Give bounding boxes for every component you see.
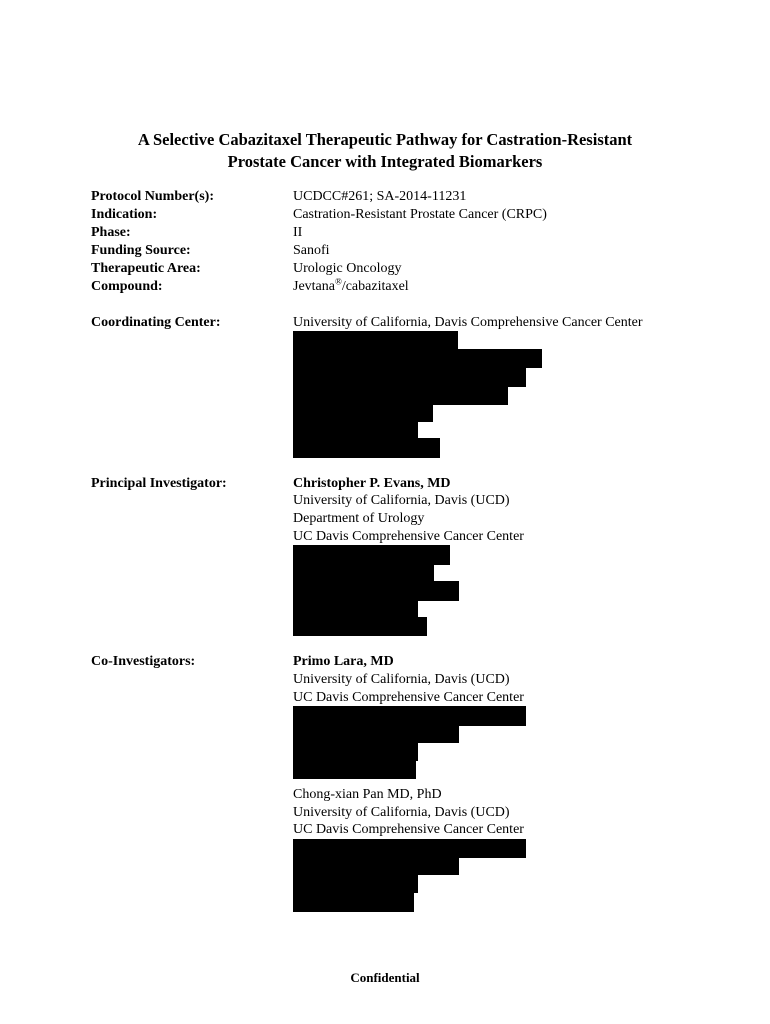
redaction-bar xyxy=(293,601,418,617)
redaction-bar xyxy=(293,706,526,726)
pi-department: Department of Urology xyxy=(293,511,425,526)
coinvestigator-2-affiliation: University of California, Davis (UCD) xyxy=(293,805,510,820)
redaction-bar xyxy=(293,617,427,636)
registered-mark: ® xyxy=(334,276,342,287)
redaction-bar xyxy=(293,368,526,387)
compound-label: Compound: xyxy=(91,279,163,294)
compound-generic: /cabazitaxel xyxy=(341,279,409,294)
redaction-bar xyxy=(293,875,418,893)
redaction-bar xyxy=(293,743,418,761)
redaction-bar xyxy=(293,565,434,581)
redaction-bar xyxy=(293,438,440,458)
redaction-bar xyxy=(293,405,433,422)
therapeutic-area-label: Therapeutic Area: xyxy=(91,261,201,276)
redaction-bar xyxy=(293,331,458,349)
redaction-bar xyxy=(293,422,418,438)
redaction-bar xyxy=(293,761,416,779)
redaction-bar xyxy=(293,726,459,743)
redaction-bar xyxy=(293,349,542,368)
redaction-bar xyxy=(293,387,508,405)
phase-value: II xyxy=(293,225,303,240)
document-title xyxy=(0,129,770,173)
redaction-bar xyxy=(293,839,526,858)
phase-label: Phase: xyxy=(91,225,131,240)
compound-value xyxy=(293,278,409,296)
coordinating-center-value: University of California, Davis Comprehensive Cancer Center xyxy=(293,315,643,330)
coinvestigator-1-name: Primo Lara, MD xyxy=(293,654,394,669)
indication-label: Indication: xyxy=(91,207,158,222)
coinvestigator-2-name: Chong-xian Pan MD, PhD xyxy=(293,787,442,802)
redaction-bar xyxy=(293,581,459,601)
pi-affiliation: University of California, Davis (UCD) xyxy=(293,493,510,508)
funding-value: Sanofi xyxy=(293,243,330,258)
coinvestigator-1-affiliation: University of California, Davis (UCD) xyxy=(293,672,510,687)
protocol-label: Protocol Number(s): xyxy=(91,189,214,204)
coinvestigator-1-cancer-center: UC Davis Comprehensive Cancer Center xyxy=(293,690,524,705)
principal-investigator-label: Principal Investigator: xyxy=(91,476,227,491)
co-investigators-label: Co-Investigators: xyxy=(91,654,196,669)
redaction-bar xyxy=(293,858,459,875)
therapeutic-area-value: Urologic Oncology xyxy=(293,261,402,276)
pi-name: Christopher P. Evans, MD xyxy=(293,476,451,491)
redaction-bar xyxy=(293,893,414,912)
coordinating-center-label: Coordinating Center: xyxy=(91,315,221,330)
funding-label: Funding Source: xyxy=(91,243,191,258)
confidential-footer: Confidential xyxy=(350,970,420,985)
title-line-2: Prostate Cancer with Integrated Biomarkers xyxy=(227,152,543,171)
coinvestigator-2-cancer-center: UC Davis Comprehensive Cancer Center xyxy=(293,822,524,837)
protocol-value: UCDCC#261; SA-2014-11231 xyxy=(293,189,467,204)
compound-name: Jevtana xyxy=(293,279,335,294)
indication-value: Castration-Resistant Prostate Cancer (CRPC) xyxy=(293,207,547,222)
title-line-1: A Selective Cabazitaxel Therapeutic Pathway for Castration-Resistant xyxy=(137,130,633,149)
redaction-bar xyxy=(293,545,450,565)
pi-cancer-center: UC Davis Comprehensive Cancer Center xyxy=(293,529,524,544)
